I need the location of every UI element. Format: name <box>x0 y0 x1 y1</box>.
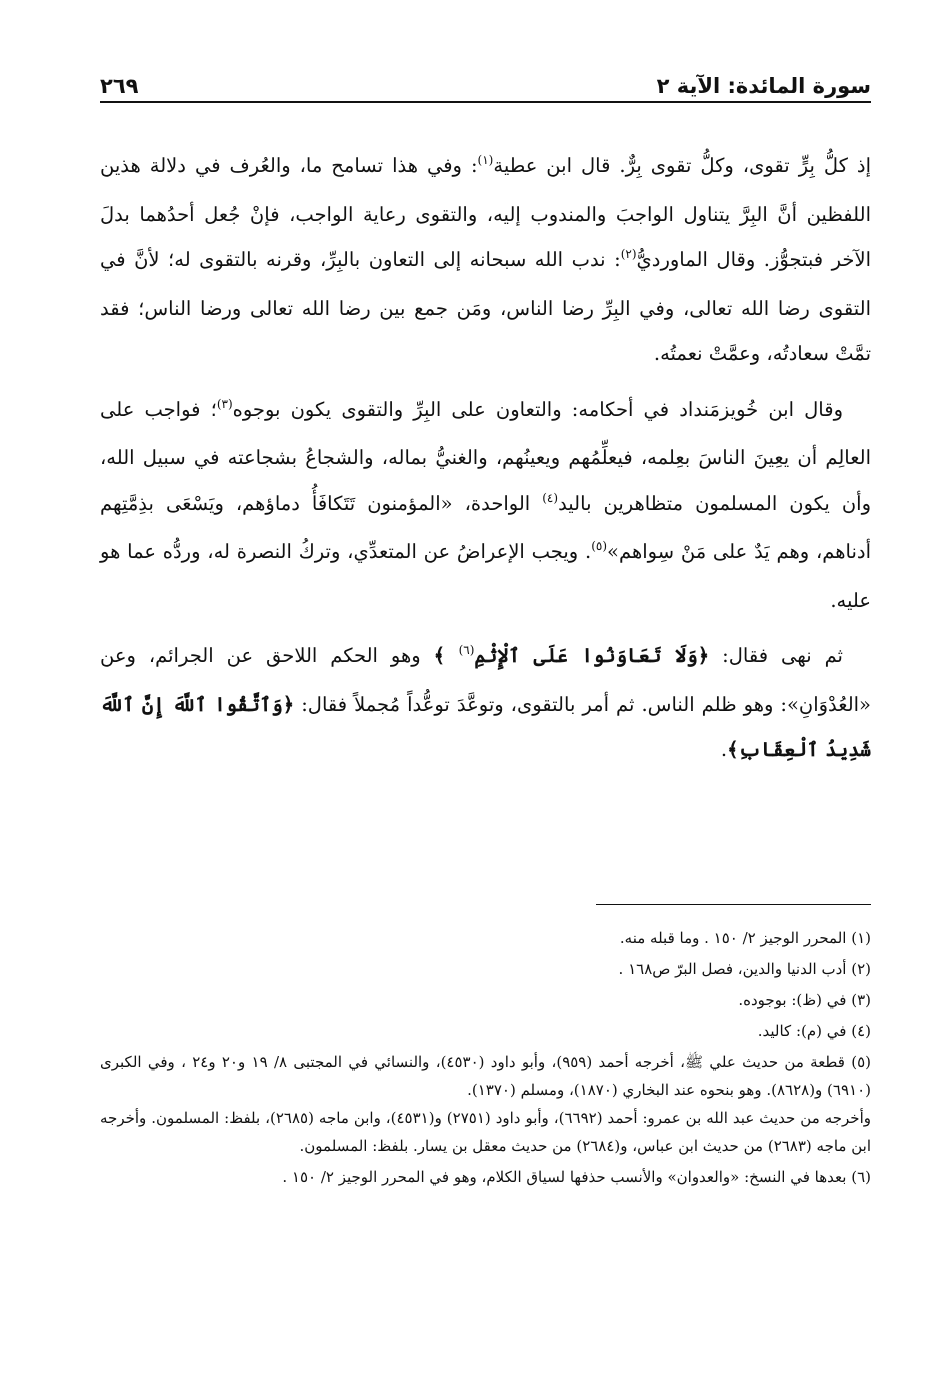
text: وقال ابن خُويزمَنداد في أحكامه: والتعاون على البِرِّ والتقوى يكون بوجوه <box>232 397 843 421</box>
footnote-3: (٣) في (ظ): بوجوده. <box>738 991 871 1009</box>
quran-quote-1-end: ﴾ <box>433 644 459 667</box>
main-text <box>100 143 871 773</box>
footnote-ref-2: (٢) <box>620 247 637 261</box>
text: ؛ فواجب على العالِم أن يعِينَ الناسَ بعِلمه، فيعلِّمُهم ويعينُهم، والغنيُّ بماله، والشجاعُ بشجاعته في سبيل الله، وأن يكون المسلمون متظاهرين باليد <box>100 397 871 515</box>
text: : وفي هذا تسامح ما، والعُرف في دلالة هذين اللفظين أنَّ البِرَّ يتناول الواجبَ والمندوب إليه، والتقوى رعاية الواجب، فإنْ جُعل أحدُهما بدلَ الآخر فبتجوُّز. وقال الماورديُّ <box>100 154 871 271</box>
text: . ويجب الإعراضُ عن المتعدِّي، وتركُ النصرة له، وردُّه عما هو عليه. <box>100 540 871 612</box>
running-title: سورة المائدة: الآية ٢ <box>656 74 871 98</box>
text: الواحدة، «المؤمنون تَتَكافَأُ دماؤهم، ويَسْعَى بذِمَّتِهم أدناهم، وهم يَدٌ على مَنْ سِواهم» <box>100 491 872 563</box>
footnote-2: (٢) أدب الدنيا والدين، فصل البرّ ص١٦٨ . <box>618 960 871 978</box>
footnote-separator <box>596 904 871 905</box>
page-header <box>100 64 871 98</box>
footnote-ref-4: (٤) <box>542 490 559 505</box>
text: ثم نهى فقال: <box>709 644 843 667</box>
text: . <box>720 738 728 761</box>
footnote-ref-6: (٦) <box>458 643 475 657</box>
footnote-ref-5: (٥) <box>591 539 608 553</box>
footnote-ref-1: (١) <box>477 153 494 167</box>
page-number: ٢٦٩ <box>100 74 139 98</box>
text: وهو الحكم اللاحق عن الجرائم، وعن «العُدْوَانِ»: وهو ظلم الناس. ثم أمر بالتقوى، وتوعَّدَ توعُّداً مُجملاً فقال: <box>100 644 871 716</box>
footnote-4: (٤) في (م): كاليد. <box>757 1022 871 1040</box>
text: إذ كلُّ بِرٍّ تقوى، وكلُّ تقوى بِرٌّ. قال ابن عطية <box>493 154 871 177</box>
paragraph-2 <box>100 387 871 624</box>
quran-quote-2: ﴿وَٱتَّقُوا ٱللَّهَ إِنَّ ٱللَّهَ شَدِيدُ ٱلْعِقَابِ﴾ <box>100 692 871 761</box>
paragraph-3 <box>100 633 871 773</box>
footnote-5: (٥) قطعة من حديث علي ﷺ، أخرجه أحمد (٩٥٩)، وأبو داود (٤٥٣٠)، والنسائي في المجتبى ٨/ ١٩ و٢٠ و٢٤ ، وفي الكبرى (٦٩١٠) و(٨٦٢٨). وهو بنحوه عند البخاري (١٨٧٠)، ومسلم (١٣٧٠). <box>100 1053 871 1099</box>
footnote-5-continued: وأخرجه من حديث عبد الله بن عمرو: أحمد (٦٦٩٢)، وأبو داود (٢٧٥١) و(٤٥٣١)، وابن ماجه (٢٦٨٥)، بلفظ: المسلمون. وأخرجه ابن ماجه (٢٦٨٣) من حديث ابن عباس، و(٢٦٨٤) من حديث معقل بن يسار. بلفظ: المسلمون. <box>100 1109 871 1155</box>
footnote-6: (٦) بعدها في النسخ: «والعدوان» والأنسب حذفها لسياق الكلام، وهو في المحرر الوجيز ٢/ ١٥٠ . <box>282 1168 871 1186</box>
text: : ندب الله سبحانه إلى التعاون بالبِرِّ، وقرنه بالتقوى له؛ لأنَّ في التقوى رضا الله تعالى، وفي البِرِّ رضا الناس، ومَن جمع بين رضا الله تعالى ورضا الناس؛ فقد تمَّتْ سعادتُه، وعمَّتْ نعمتُه. <box>100 248 871 365</box>
footnotes <box>100 924 871 1194</box>
footnote-1: (١) المحرر الوجيز ٢/ ١٥٠ . وما قبله منه. <box>619 929 871 947</box>
paragraph-1 <box>100 143 871 377</box>
quran-quote-1: ﴿وَلَا تَعَاوَنُوا عَلَى ٱلْإِثْمِ <box>474 644 710 667</box>
header-rule <box>100 101 871 103</box>
footnote-ref-3: (٣) <box>216 396 233 411</box>
